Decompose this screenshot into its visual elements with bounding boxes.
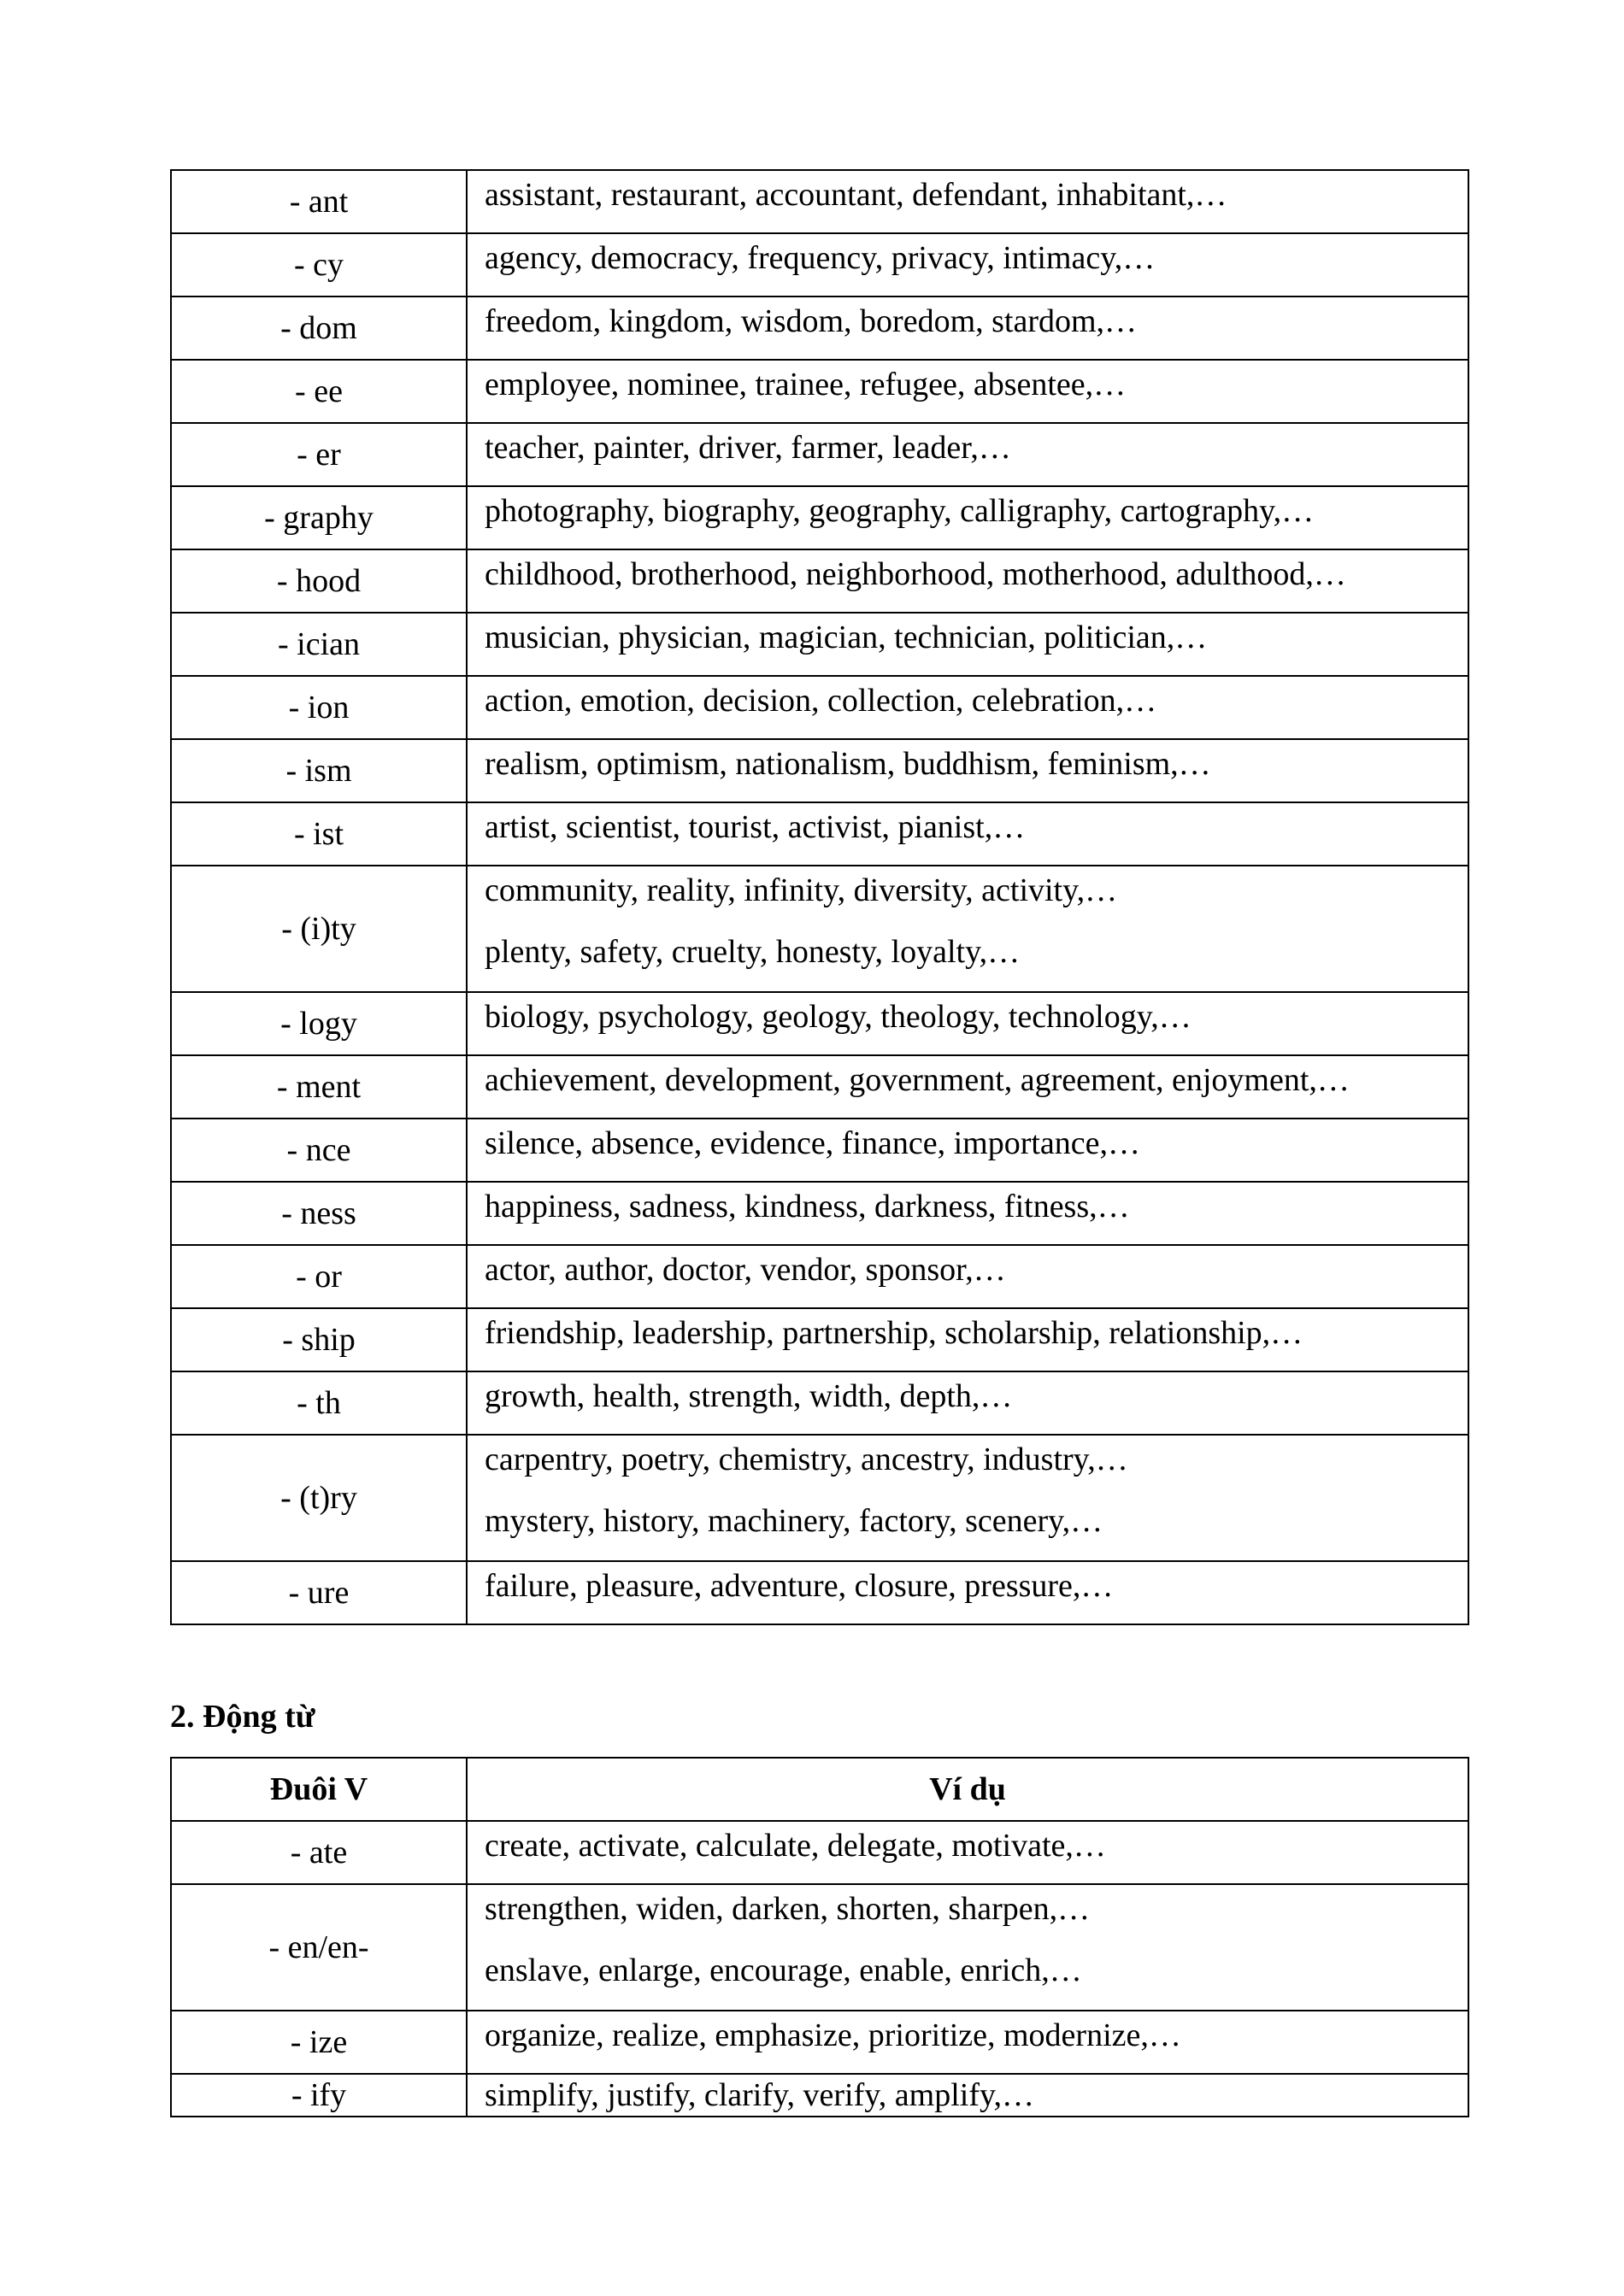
table-row [171, 1561, 1468, 1624]
example-line: photography, biography, geography, calligraphy, cartography,… [485, 493, 1315, 529]
table-row [171, 423, 1468, 486]
example-line: freedom, kingdom, wisdom, boredom, stardom,… [485, 303, 1138, 339]
table-row [171, 549, 1468, 613]
verb-table-header-examples: Ví dụ [467, 1758, 1468, 1821]
examples-cell [467, 866, 1468, 992]
suffix-cell: - ist [171, 802, 467, 866]
table-row [171, 297, 1468, 360]
examples-cell [467, 2074, 1468, 2117]
example-line: strengthen, widen, darken, shorten, sharpen,… [485, 1891, 1091, 1927]
example-line: achievement, development, government, agreement, enjoyment,… [485, 1062, 1350, 1098]
suffix-cell: - ure [171, 1561, 467, 1624]
table-row [171, 1119, 1468, 1182]
suffix-cell: - ician [171, 613, 467, 676]
table-row [171, 1435, 1468, 1561]
table-row [171, 1821, 1468, 1884]
examples-cell [467, 423, 1468, 486]
suffix-cell: - cy [171, 233, 467, 297]
example-line: create, activate, calculate, delegate, motivate,… [485, 1828, 1106, 1864]
suffix-cell: - ify [171, 2074, 467, 2117]
example-line: silence, absence, evidence, finance, importance,… [485, 1125, 1141, 1161]
examples-cell [467, 676, 1468, 739]
suffix-cell: - ism [171, 739, 467, 802]
suffix-cell: - ant [171, 170, 467, 233]
suffix-cell: - ship [171, 1308, 467, 1371]
suffix-cell: - or [171, 1245, 467, 1308]
example-line: artist, scientist, tourist, activist, pianist,… [485, 809, 1026, 845]
example-line: realism, optimism, nationalism, buddhism, feminism,… [485, 746, 1211, 782]
examples-cell [467, 360, 1468, 423]
table-row [171, 360, 1468, 423]
table-row [171, 613, 1468, 676]
table-row [171, 1245, 1468, 1308]
example-line: musician, physician, magician, technician, politician,… [485, 620, 1208, 655]
table-row [171, 233, 1468, 297]
table-row [171, 2011, 1468, 2074]
example-line: plenty, safety, cruelty, honesty, loyalty,… [485, 934, 1021, 970]
table-row [171, 1884, 1468, 2011]
table-row [171, 1182, 1468, 1245]
example-line: biology, psychology, geology, theology, technology,… [485, 999, 1192, 1035]
suffix-cell: - hood [171, 549, 467, 613]
suffix-cell: - graphy [171, 486, 467, 549]
examples-cell [467, 739, 1468, 802]
example-line: simplify, justify, clarify, verify, amplify,… [485, 2077, 1035, 2113]
example-line: employee, nominee, trainee, refugee, absentee,… [485, 367, 1127, 402]
examples-cell [467, 1119, 1468, 1182]
verb-table-header-suffix: Đuôi V [171, 1758, 467, 1821]
suffix-cell: - nce [171, 1119, 467, 1182]
example-line: teacher, painter, driver, farmer, leader,… [485, 430, 1011, 466]
table-row [171, 1308, 1468, 1371]
table-row [171, 170, 1468, 233]
noun-suffix-table-body [171, 170, 1468, 1624]
examples-cell [467, 1182, 1468, 1245]
example-line: agency, democracy, frequency, privacy, intimacy,… [485, 240, 1156, 276]
suffix-cell: - th [171, 1371, 467, 1435]
example-line: happiness, sadness, kindness, darkness, fitness,… [485, 1189, 1130, 1224]
table-row [171, 992, 1468, 1055]
examples-cell [467, 613, 1468, 676]
table-row [171, 739, 1468, 802]
verb-suffix-table [170, 1757, 1469, 2117]
example-line: mystery, history, machinery, factory, scenery,… [485, 1503, 1103, 1539]
suffix-cell: - dom [171, 297, 467, 360]
suffix-cell: - ion [171, 676, 467, 739]
examples-cell [467, 1245, 1468, 1308]
example-line: actor, author, doctor, vendor, sponsor,… [485, 1252, 1006, 1288]
example-line: organize, realize, emphasize, prioritize, modernize,… [485, 2017, 1181, 2053]
suffix-cell: - ness [171, 1182, 467, 1245]
example-line: growth, health, strength, width, depth,… [485, 1378, 1013, 1414]
example-line: action, emotion, decision, collection, celebration,… [485, 683, 1157, 719]
suffix-cell: - (i)ty [171, 866, 467, 992]
suffix-cell: - (t)ry [171, 1435, 467, 1561]
suffix-cell: - er [171, 423, 467, 486]
examples-cell [467, 1821, 1468, 1884]
example-line: friendship, leadership, partnership, scholarship, relationship,… [485, 1315, 1303, 1351]
example-line: enslave, enlarge, encourage, enable, enrich,… [485, 1952, 1082, 1988]
section-heading-verbs: 2. Động từ [170, 1699, 315, 1735]
examples-cell [467, 1055, 1468, 1119]
examples-cell [467, 1884, 1468, 2011]
examples-cell [467, 297, 1468, 360]
examples-cell [467, 1435, 1468, 1561]
example-line: community, reality, infinity, diversity, activity,… [485, 872, 1118, 908]
table-row [171, 2074, 1468, 2117]
table-row [171, 1371, 1468, 1435]
examples-cell [467, 992, 1468, 1055]
examples-cell [467, 486, 1468, 549]
example-line: carpentry, poetry, chemistry, ancestry, industry,… [485, 1442, 1128, 1477]
examples-cell [467, 233, 1468, 297]
noun-suffix-table [170, 169, 1469, 1625]
example-line: assistant, restaurant, accountant, defendant, inhabitant,… [485, 177, 1227, 213]
examples-cell [467, 2011, 1468, 2074]
suffix-cell: - logy [171, 992, 467, 1055]
examples-cell [467, 1308, 1468, 1371]
suffix-cell: - en/en- [171, 1884, 467, 2011]
examples-cell [467, 170, 1468, 233]
examples-cell [467, 1561, 1468, 1624]
example-line: failure, pleasure, adventure, closure, pressure,… [485, 1568, 1114, 1604]
suffix-cell: - ee [171, 360, 467, 423]
examples-cell [467, 549, 1468, 613]
table-row [171, 802, 1468, 866]
example-line: childhood, brotherhood, neighborhood, motherhood, adulthood,… [485, 556, 1346, 592]
verb-suffix-table-body [171, 1821, 1468, 2117]
table-row [171, 866, 1468, 992]
examples-cell [467, 1371, 1468, 1435]
suffix-cell: - ment [171, 1055, 467, 1119]
table-row [171, 486, 1468, 549]
table-row [171, 676, 1468, 739]
suffix-cell: - ize [171, 2011, 467, 2074]
examples-cell [467, 802, 1468, 866]
table-row [171, 1055, 1468, 1119]
suffix-cell: - ate [171, 1821, 467, 1884]
verb-table-header-row [171, 1758, 1468, 1821]
